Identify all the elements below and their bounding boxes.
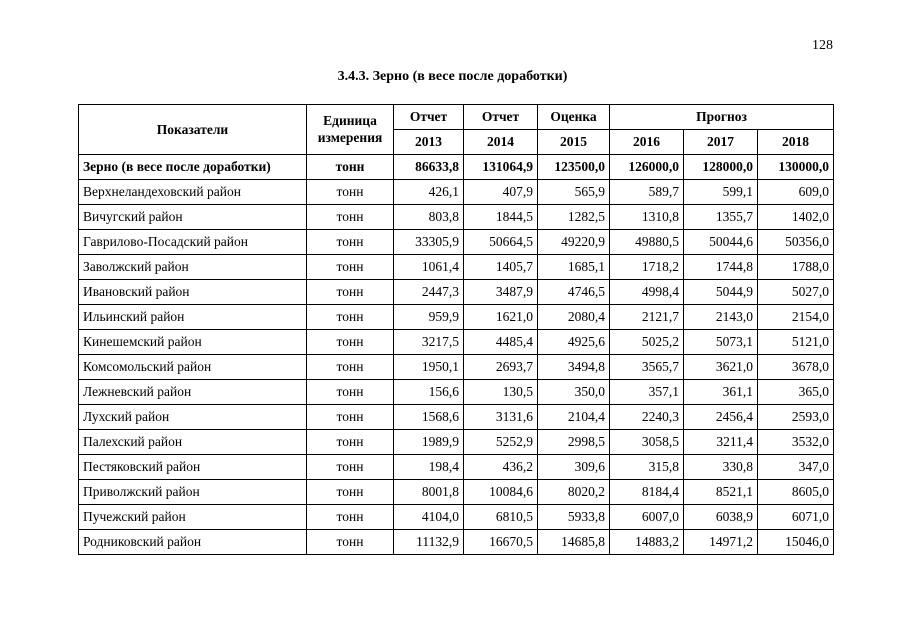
row-value: 3678,0: [758, 355, 834, 380]
row-name: Палехский район: [79, 430, 307, 455]
row-value: 6038,9: [684, 505, 758, 530]
table-row: [79, 280, 834, 305]
row-value: 5933,8: [538, 505, 610, 530]
header-unit: [307, 105, 394, 155]
row-value: 1310,8: [610, 205, 684, 230]
header-year: 2017: [684, 130, 758, 155]
section-title: 3.4.3. Зерно (в весе после доработки): [337, 69, 568, 84]
row-value: 1744,8: [684, 255, 758, 280]
table-row: [79, 230, 834, 255]
table-row: [79, 480, 834, 505]
row-name: Пучежский район: [79, 505, 307, 530]
row-value: 3487,9: [464, 280, 538, 305]
row-unit: тонн: [307, 305, 394, 330]
table-row: [79, 380, 834, 405]
header-year: 2015: [538, 130, 610, 155]
row-name: Ивановский район: [79, 280, 307, 305]
row-value: 1788,0: [758, 255, 834, 280]
row-name: Вичугский район: [79, 205, 307, 230]
row-value: 14883,2: [610, 530, 684, 555]
row-value: 436,2: [464, 455, 538, 480]
row-value: 1282,5: [538, 205, 610, 230]
row-value: 49880,5: [610, 230, 684, 255]
row-value: 565,9: [538, 180, 610, 205]
row-unit: тонн: [307, 355, 394, 380]
total-row: [79, 155, 834, 180]
row-value: 1405,7: [464, 255, 538, 280]
row-value: 1950,1: [394, 355, 464, 380]
row-unit: тонн: [307, 530, 394, 555]
row-value: 5044,9: [684, 280, 758, 305]
row-value: 198,4: [394, 455, 464, 480]
row-value: 6071,0: [758, 505, 834, 530]
row-name: Гаврилово-Посадский район: [79, 230, 307, 255]
row-unit: тонн: [307, 430, 394, 455]
row-value: 1718,2: [610, 255, 684, 280]
row-value: 11132,9: [394, 530, 464, 555]
table-row: [79, 205, 834, 230]
row-value: 1989,9: [394, 430, 464, 455]
row-value: 10084,6: [464, 480, 538, 505]
row-value: 3058,5: [610, 430, 684, 455]
header-report-2: Отчет: [464, 105, 538, 130]
row-value: 8001,8: [394, 480, 464, 505]
header-unit-line1: Единица: [323, 112, 377, 128]
row-value: 2998,5: [538, 430, 610, 455]
row-unit: тонн: [307, 480, 394, 505]
table-row: [79, 405, 834, 430]
row-value: 156,6: [394, 380, 464, 405]
row-value: 8521,1: [684, 480, 758, 505]
row-value: 6810,5: [464, 505, 538, 530]
row-value: 350,0: [538, 380, 610, 405]
row-value: 1061,4: [394, 255, 464, 280]
row-value: 2693,7: [464, 355, 538, 380]
header-row-1: [79, 105, 834, 130]
row-value: 86633,8: [394, 155, 464, 180]
row-value: 2240,3: [610, 405, 684, 430]
row-name: Заволжский район: [79, 255, 307, 280]
table-row: [79, 530, 834, 555]
header-year: 2018: [758, 130, 834, 155]
row-value: 16670,5: [464, 530, 538, 555]
row-value: 130,5: [464, 380, 538, 405]
row-name: Приволжский район: [79, 480, 307, 505]
row-name: Лежневский район: [79, 380, 307, 405]
row-value: 2447,3: [394, 280, 464, 305]
row-value: 8020,2: [538, 480, 610, 505]
row-value: 365,0: [758, 380, 834, 405]
row-value: 5121,0: [758, 330, 834, 355]
header-year: 2013: [394, 130, 464, 155]
row-value: 1402,0: [758, 205, 834, 230]
row-value: 803,8: [394, 205, 464, 230]
table-row: [79, 455, 834, 480]
row-value: 3131,6: [464, 405, 538, 430]
row-value: 15046,0: [758, 530, 834, 555]
row-value: 50044,6: [684, 230, 758, 255]
row-value: 14971,2: [684, 530, 758, 555]
row-value: 1568,6: [394, 405, 464, 430]
row-value: 1844,5: [464, 205, 538, 230]
table-row: [79, 255, 834, 280]
row-value: 407,9: [464, 180, 538, 205]
row-value: 1355,7: [684, 205, 758, 230]
row-value: 14685,8: [538, 530, 610, 555]
table-row: [79, 330, 834, 355]
row-value: 5025,2: [610, 330, 684, 355]
row-value: 3532,0: [758, 430, 834, 455]
row-value: 4998,4: [610, 280, 684, 305]
row-value: 309,6: [538, 455, 610, 480]
page-number: 128: [812, 38, 833, 53]
row-value: 357,1: [610, 380, 684, 405]
row-value: 33305,9: [394, 230, 464, 255]
row-value: 426,1: [394, 180, 464, 205]
row-value: 5027,0: [758, 280, 834, 305]
row-value: 330,8: [684, 455, 758, 480]
row-unit: тонн: [307, 230, 394, 255]
row-value: 3217,5: [394, 330, 464, 355]
row-value: 2104,4: [538, 405, 610, 430]
row-value: 599,1: [684, 180, 758, 205]
row-value: 347,0: [758, 455, 834, 480]
row-value: 6007,0: [610, 505, 684, 530]
row-value: 50356,0: [758, 230, 834, 255]
row-value: 315,8: [610, 455, 684, 480]
row-value: 2143,0: [684, 305, 758, 330]
row-value: 49220,9: [538, 230, 610, 255]
header-year: 2016: [610, 130, 684, 155]
row-unit: тонн: [307, 155, 394, 180]
row-value: 2593,0: [758, 405, 834, 430]
row-value: 3565,7: [610, 355, 684, 380]
row-unit: тонн: [307, 455, 394, 480]
row-value: 959,9: [394, 305, 464, 330]
row-value: 2080,4: [538, 305, 610, 330]
row-unit: тонн: [307, 255, 394, 280]
row-value: 126000,0: [610, 155, 684, 180]
grain-table: [78, 104, 834, 555]
row-unit: тонн: [307, 505, 394, 530]
table-row: [79, 430, 834, 455]
row-value: 4104,0: [394, 505, 464, 530]
header-unit-line2: измерения: [317, 129, 383, 145]
row-value: 8184,4: [610, 480, 684, 505]
header-estimate: Оценка: [538, 105, 610, 130]
row-value: 1685,1: [538, 255, 610, 280]
table-row: [79, 505, 834, 530]
row-name: Лухский район: [79, 405, 307, 430]
row-value: 3211,4: [684, 430, 758, 455]
row-value: 3494,8: [538, 355, 610, 380]
row-value: 2456,4: [684, 405, 758, 430]
row-unit: тонн: [307, 205, 394, 230]
row-name: Пестяковский район: [79, 455, 307, 480]
row-name: Комсомольский район: [79, 355, 307, 380]
row-value: 2121,7: [610, 305, 684, 330]
header-forecast: Прогноз: [610, 105, 834, 130]
row-value: 589,7: [610, 180, 684, 205]
table-row: [79, 180, 834, 205]
row-value: 5252,9: [464, 430, 538, 455]
header-indicators: Показатели: [79, 105, 307, 155]
row-value: 123500,0: [538, 155, 610, 180]
row-value: 8605,0: [758, 480, 834, 505]
header-year: 2014: [464, 130, 538, 155]
row-unit: тонн: [307, 380, 394, 405]
row-value: 131064,9: [464, 155, 538, 180]
row-unit: тонн: [307, 405, 394, 430]
row-unit: тонн: [307, 280, 394, 305]
row-name: Ильинский район: [79, 305, 307, 330]
row-value: 2154,0: [758, 305, 834, 330]
row-value: 361,1: [684, 380, 758, 405]
row-unit: тонн: [307, 180, 394, 205]
row-value: 3621,0: [684, 355, 758, 380]
row-value: 4485,4: [464, 330, 538, 355]
row-name: Зерно (в весе после доработки): [79, 155, 307, 180]
table-row: [79, 305, 834, 330]
row-value: 609,0: [758, 180, 834, 205]
row-value: 1621,0: [464, 305, 538, 330]
header-report-1: Отчет: [394, 105, 464, 130]
row-unit: тонн: [307, 330, 394, 355]
row-value: 4746,5: [538, 280, 610, 305]
row-name: Верхнеландеховский район: [79, 180, 307, 205]
row-name: Кинешемский район: [79, 330, 307, 355]
row-value: 128000,0: [684, 155, 758, 180]
row-value: 130000,0: [758, 155, 834, 180]
table-row: [79, 355, 834, 380]
row-value: 50664,5: [464, 230, 538, 255]
row-value: 5073,1: [684, 330, 758, 355]
row-name: Родниковский район: [79, 530, 307, 555]
row-value: 4925,6: [538, 330, 610, 355]
